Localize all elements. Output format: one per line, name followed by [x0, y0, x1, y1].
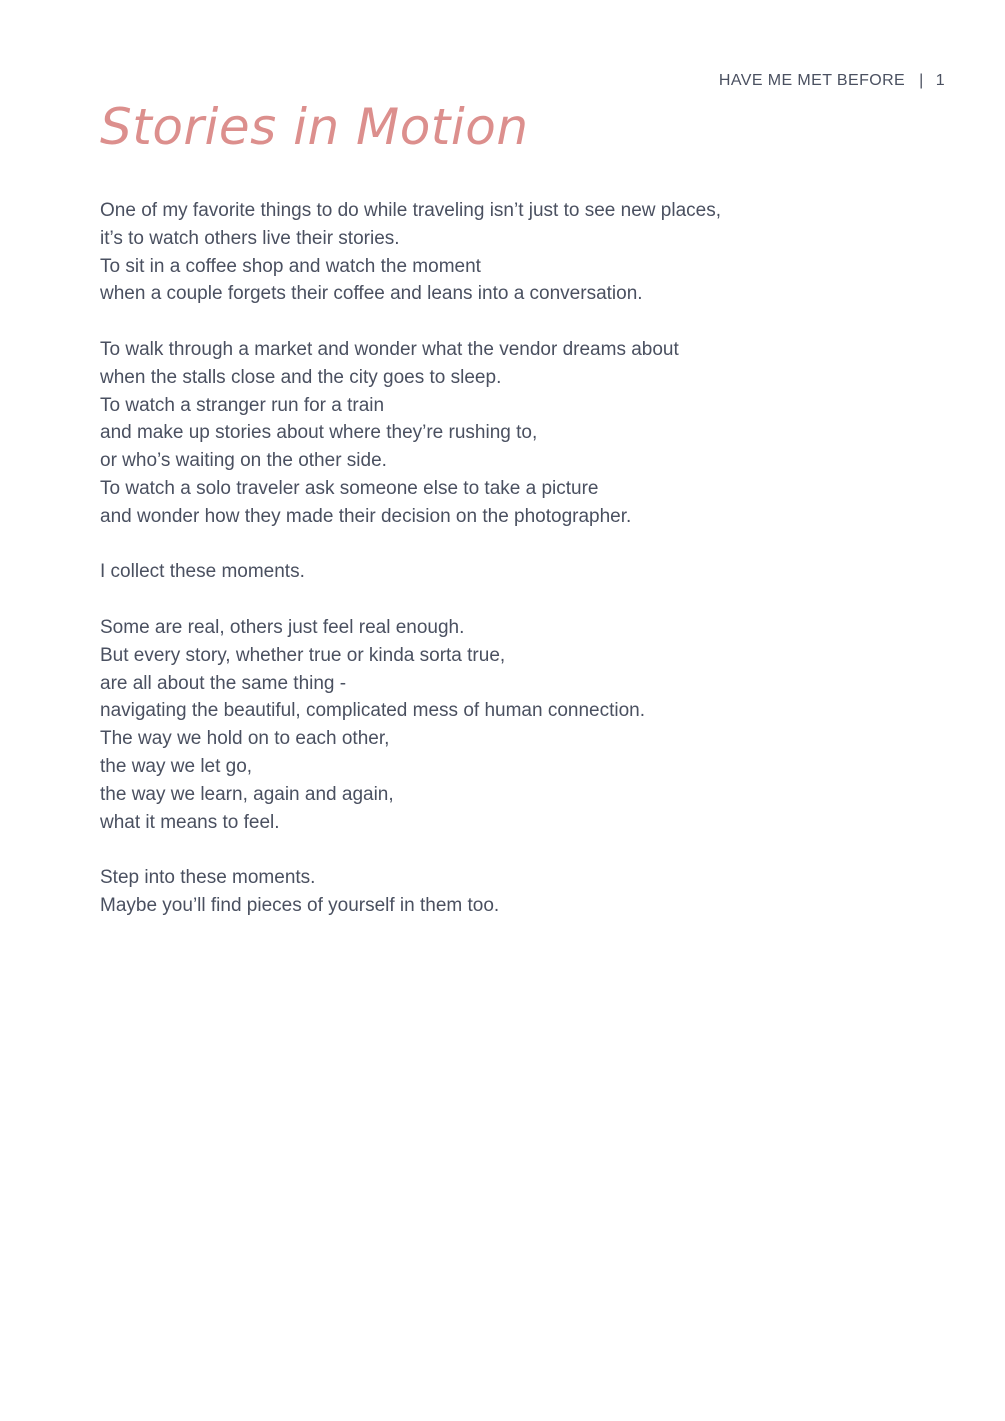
poem-line: or who’s waiting on the other side. — [100, 450, 387, 472]
poem-line: To watch a solo traveler ask someone else to take a picture — [100, 477, 599, 499]
page-number: 1 — [935, 72, 945, 89]
poem-line: Some are real, others just feel real enough. — [100, 616, 465, 638]
stanza — [100, 864, 860, 920]
poem-line: Step into these moments. — [100, 867, 316, 889]
poem-line: To sit in a coffee shop and watch the moment — [100, 255, 481, 277]
poem-body — [100, 197, 860, 948]
poem-line: Maybe you’ll find pieces of yourself in them too. — [100, 894, 500, 916]
poem-line: To watch a stranger run for a train — [100, 394, 385, 416]
poem-line: when the stalls close and the city goes to sleep. — [100, 366, 502, 388]
poem-line: The way we hold on to each other, — [100, 728, 390, 750]
poem-line: To walk through a market and wonder what the vendor dreams about — [100, 338, 679, 360]
poem-line: navigating the beautiful, complicated mess of human connection. — [100, 700, 645, 722]
poem-line: I collect these moments. — [100, 561, 305, 583]
page-header — [719, 72, 945, 90]
poem-line: the way we learn, again and again, — [100, 783, 394, 805]
poem-line: and wonder how they made their decision on the photographer. — [100, 505, 632, 527]
poem-line: what it means to feel. — [100, 811, 280, 833]
poem-line: when a couple forgets their coffee and leans into a conversation. — [100, 283, 643, 305]
stanza — [100, 614, 860, 836]
poem-line: One of my favorite things to do while traveling isn’t just to see new places, — [100, 200, 721, 221]
poem-line: are all about the same thing - — [100, 672, 347, 694]
poem-line: the way we let go, — [100, 755, 253, 777]
stanza — [100, 197, 860, 308]
header-separator: | — [919, 72, 924, 89]
stanza — [100, 336, 860, 531]
poem-line: and make up stories about where they’re rushing to, — [100, 422, 538, 444]
poem-line: it’s to watch others live their stories. — [100, 227, 400, 249]
stanza — [100, 558, 860, 586]
page-title: Stories in Motion — [100, 98, 529, 156]
running-title: HAVE ME MET BEFORE — [718, 72, 906, 89]
poem-line: But every story, whether true or kinda sorta true, — [100, 644, 506, 666]
